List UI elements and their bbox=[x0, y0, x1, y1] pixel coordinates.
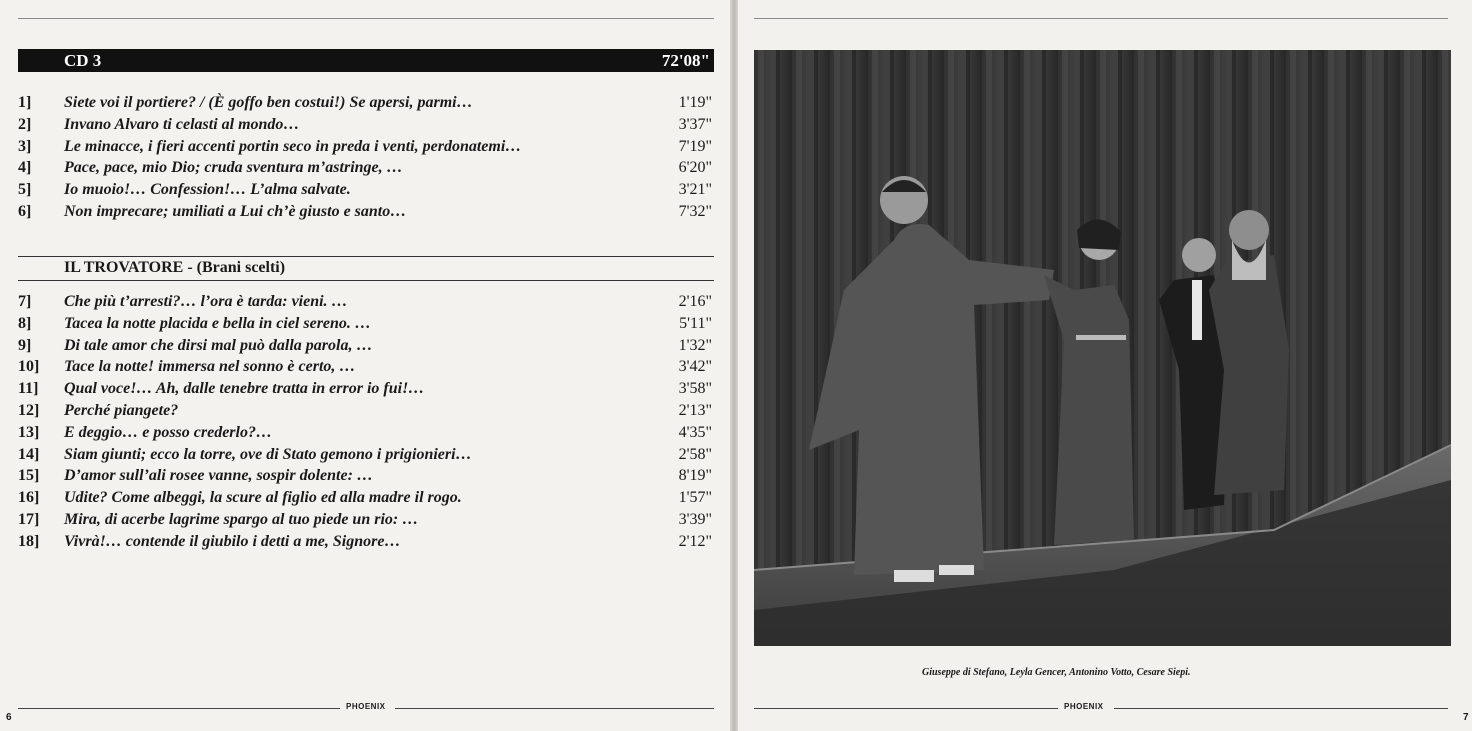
footer-brand: PHOENIX bbox=[346, 702, 386, 711]
track-title: Siete voi il portiere? / (È goffo ben costui!) Se apersi, parmi… bbox=[64, 94, 473, 111]
track-number: 5] bbox=[18, 181, 32, 199]
track-duration: 3'21" bbox=[678, 181, 712, 199]
track-duration: 3'58" bbox=[678, 380, 712, 398]
track-number: 14] bbox=[18, 445, 40, 463]
track-title: Mira, di acerbe lagrime spargo al tuo piede un rio: … bbox=[64, 511, 419, 528]
footer-rule-right bbox=[1114, 708, 1448, 709]
track-duration: 4'35" bbox=[678, 423, 712, 441]
page-number: 6 bbox=[6, 712, 12, 723]
track-row bbox=[18, 466, 714, 485]
track-row bbox=[18, 93, 714, 112]
track-number: 16] bbox=[18, 489, 40, 507]
track-row bbox=[18, 488, 714, 507]
section-rule-bottom bbox=[18, 280, 714, 281]
spine-gutter bbox=[730, 0, 738, 731]
track-duration: 2'58" bbox=[678, 445, 712, 463]
track-duration: 3'42" bbox=[678, 358, 712, 376]
track-number: 12] bbox=[18, 402, 40, 419]
track-number: 8] bbox=[18, 314, 32, 332]
track-title: D’amor sull’ali rosee vanne, sospir dolente: … bbox=[64, 467, 373, 485]
track-number: 9] bbox=[18, 336, 32, 354]
track-number: 13] bbox=[18, 423, 40, 441]
track-duration: 3'39" bbox=[678, 511, 712, 528]
track-duration: 3'37" bbox=[678, 115, 712, 133]
track-title: Non imprecare; umiliati a Lui ch’è giusto e santo… bbox=[64, 203, 407, 220]
track-title: E deggio… e posso crederlo?… bbox=[64, 423, 272, 441]
track-row bbox=[18, 379, 714, 398]
track-row bbox=[18, 357, 714, 376]
page-footer bbox=[18, 702, 714, 714]
stage-photo-image bbox=[754, 50, 1451, 646]
track-duration: 5'11" bbox=[679, 314, 712, 332]
track-row bbox=[18, 423, 714, 442]
page-number: 7 bbox=[1463, 712, 1469, 723]
section-title: IL TROVATORE - (Brani scelti) bbox=[64, 259, 286, 276]
track-title: Pace, pace, mio Dio; cruda sventura m’astringe, … bbox=[64, 159, 403, 177]
track-number: 3] bbox=[18, 137, 32, 155]
photo-caption: Giuseppe di Stefano, Leyla Gencer, Antonino Votto, Cesare Siepi. bbox=[922, 667, 1191, 678]
footer-rule-left bbox=[18, 708, 340, 709]
track-title: Tace la notte! immersa nel sonno è certo, … bbox=[64, 358, 356, 376]
track-row bbox=[18, 445, 714, 464]
track-row bbox=[18, 336, 714, 355]
track-duration: 8'19" bbox=[678, 467, 712, 485]
track-duration: 2'13" bbox=[678, 402, 712, 419]
track-duration: 6'20" bbox=[678, 159, 712, 177]
top-rule bbox=[754, 18, 1448, 19]
track-duration: 1'57" bbox=[678, 489, 712, 507]
track-row bbox=[18, 202, 714, 221]
track-title: Perché piangete? bbox=[64, 402, 179, 419]
stage-photo bbox=[754, 50, 1451, 646]
track-duration: 1'32" bbox=[678, 336, 712, 354]
cd-header-bar bbox=[18, 49, 714, 72]
track-title: Invano Alvaro ti celasti al mondo… bbox=[64, 115, 300, 133]
track-duration: 2'16" bbox=[678, 293, 712, 310]
track-row bbox=[18, 401, 714, 420]
cd-title: CD 3 bbox=[64, 51, 102, 70]
track-row bbox=[18, 510, 714, 529]
track-row bbox=[18, 292, 714, 311]
track-number: 2] bbox=[18, 115, 32, 133]
track-duration: 1'19" bbox=[678, 94, 712, 111]
track-title: Qual voce!… Ah, dalle tenebre tratta in error io fui!… bbox=[64, 380, 425, 398]
cd-duration: 72'08" bbox=[661, 51, 710, 70]
track-row bbox=[18, 180, 714, 199]
track-duration: 7'19" bbox=[678, 137, 712, 155]
track-number: 6] bbox=[18, 203, 32, 220]
track-title: Vivrà!… contende il giubilo i detti a me, Signore… bbox=[64, 532, 401, 550]
right-page bbox=[738, 0, 1472, 731]
track-row bbox=[18, 158, 714, 177]
track-row bbox=[18, 115, 714, 134]
track-number: 11] bbox=[18, 380, 39, 398]
track-row bbox=[18, 314, 714, 333]
track-duration: 2'12" bbox=[678, 532, 712, 550]
track-number: 7] bbox=[18, 293, 32, 310]
track-row bbox=[18, 137, 714, 156]
footer-rule-right bbox=[395, 708, 714, 709]
track-title: Di tale amor che dirsi mal può dalla parola, … bbox=[64, 336, 373, 354]
track-title: Le minacce, i fieri accenti portin seco in preda i venti, perdonatemi… bbox=[64, 137, 522, 155]
track-title: Che più t’arresti?… l’ora è tarda: vieni. … bbox=[64, 293, 348, 310]
track-number: 15] bbox=[18, 467, 40, 485]
page-footer bbox=[754, 702, 1448, 714]
track-row bbox=[18, 532, 714, 551]
track-number: 17] bbox=[18, 511, 40, 528]
footer-rule-left bbox=[754, 708, 1058, 709]
track-duration: 7'32" bbox=[678, 203, 712, 220]
track-title: Tacea la notte placida e bella in ciel sereno. … bbox=[64, 314, 371, 332]
top-rule bbox=[18, 18, 714, 19]
track-title: Siam giunti; ecco la torre, ove di Stato gemono i prigionieri… bbox=[64, 445, 472, 463]
track-number: 18] bbox=[18, 532, 40, 550]
track-title: Udite? Come albeggi, la scure al figlio ed alla madre il rogo. bbox=[64, 489, 462, 507]
left-page bbox=[0, 0, 730, 731]
track-number: 4] bbox=[18, 159, 32, 177]
track-number: 10] bbox=[18, 358, 40, 376]
footer-brand: PHOENIX bbox=[1064, 702, 1104, 711]
track-title: Io muoio!… Confession!… L’alma salvate. bbox=[64, 181, 351, 199]
section-rule-top bbox=[18, 256, 714, 257]
track-number: 1] bbox=[18, 94, 32, 111]
